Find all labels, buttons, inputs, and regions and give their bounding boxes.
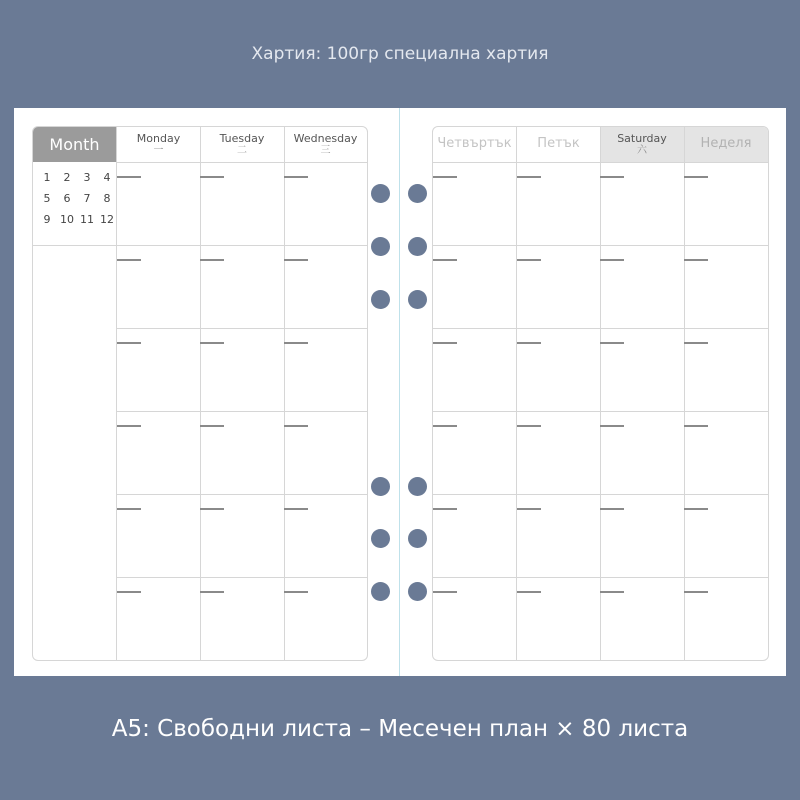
date-dash-mark [200,591,224,593]
date-dash-mark [200,176,224,178]
date-dash-mark [117,342,141,344]
day-header-saturday [600,127,684,162]
day-glyph: 二 [237,145,247,157]
date-dash-mark [684,508,708,510]
mini-calendar-day: 2 [63,171,71,184]
day-header-tuesday [200,127,284,162]
date-dash-mark [517,342,541,344]
grid-row-line [117,328,367,329]
date-dash-mark [517,176,541,178]
date-dash-mark [433,425,457,427]
header-divider [117,162,367,163]
grid-row-line [117,411,367,412]
day-name: Петък [537,136,580,152]
binder-hole [408,477,427,496]
bottom-caption: A5: Свободни листа – Месечен план × 80 листа [111,716,689,742]
grid-row-line [117,494,367,495]
date-dash-mark [284,508,308,510]
binder-hole [408,290,427,309]
mini-calendar-day: 1 [43,171,51,184]
month-header: Month [33,127,116,162]
day-name: Неделя [700,136,752,152]
date-dash-mark [284,176,308,178]
grid-row-line [433,328,768,329]
date-dash-mark [517,259,541,261]
day-name: Monday [136,131,181,145]
date-dash-mark [600,259,624,261]
grid-row-line [117,577,367,578]
binder-hole [371,290,390,309]
binder-hole [408,184,427,203]
grid-row-line [33,245,367,246]
grid-column-line [600,127,601,660]
header-divider [433,162,768,163]
day-glyph: 六 [637,145,647,157]
date-dash-mark [684,176,708,178]
date-dash-mark [117,259,141,261]
mini-calendar-day: 6 [63,192,71,205]
binder-hole [371,184,390,203]
grid-column-line [684,127,685,660]
date-dash-mark [433,508,457,510]
grid-row-line [433,411,768,412]
date-dash-mark [284,342,308,344]
date-dash-mark [284,591,308,593]
date-dash-mark [684,259,708,261]
top-caption: Хартия: 100гр специална хартия [251,44,549,64]
day-header-friday [517,127,600,162]
date-dash-mark [117,508,141,510]
binder-hole [408,237,427,256]
binder-hole [408,582,427,601]
grid-row-line [433,494,768,495]
left-page [32,126,368,661]
planner-sheet [14,108,786,676]
date-dash-mark [600,508,624,510]
grid-column-line [200,127,201,660]
mini-calendar-day: 10 [60,213,74,226]
day-glyph: 三 [320,145,331,157]
date-dash-mark [517,425,541,427]
date-dash-mark [684,591,708,593]
date-dash-mark [117,591,141,593]
date-dash-mark [117,176,141,178]
day-name: Четвъртък [437,136,512,152]
date-dash-mark [200,259,224,261]
date-dash-mark [600,425,624,427]
date-dash-mark [284,425,308,427]
day-header-thursday [433,127,516,162]
mini-calendar-day: 4 [103,171,111,184]
mini-calendar-day: 12 [100,213,114,226]
date-dash-mark [517,591,541,593]
day-name: Saturday [617,131,667,145]
mini-calendar-day: 7 [83,192,91,205]
right-page [432,126,769,661]
day-header-monday [117,127,200,162]
date-dash-mark [600,591,624,593]
grid-column-line [284,127,285,660]
date-dash-mark [200,342,224,344]
binder-hole [371,529,390,548]
date-dash-mark [284,259,308,261]
day-header-wednesday [284,127,367,162]
mini-calendar-day: 9 [43,213,51,226]
date-dash-mark [200,425,224,427]
center-fold-line [399,108,400,676]
date-dash-mark [117,425,141,427]
mini-calendar [37,171,115,226]
binder-hole [371,582,390,601]
day-name: Wednesday [293,131,358,145]
mini-calendar-day: 11 [80,213,94,226]
date-dash-mark [433,591,457,593]
day-header-sunday [684,127,768,162]
date-dash-mark [600,176,624,178]
date-dash-mark [600,342,624,344]
date-dash-mark [517,508,541,510]
binder-hole [371,477,390,496]
date-dash-mark [433,176,457,178]
binder-hole [371,237,390,256]
date-dash-mark [684,342,708,344]
grid-row-line [433,245,768,246]
date-dash-mark [433,342,457,344]
mini-calendar-day: 8 [103,192,111,205]
grid-column-line [116,127,117,660]
date-dash-mark [433,259,457,261]
date-dash-mark [684,425,708,427]
grid-column-line [516,127,517,660]
date-dash-mark [200,508,224,510]
mini-calendar-day: 3 [83,171,91,184]
day-glyph: 一 [153,145,164,157]
mini-calendar-day: 5 [43,192,51,205]
binder-hole [408,529,427,548]
day-name: Tuesday [219,131,265,145]
grid-row-line [433,577,768,578]
